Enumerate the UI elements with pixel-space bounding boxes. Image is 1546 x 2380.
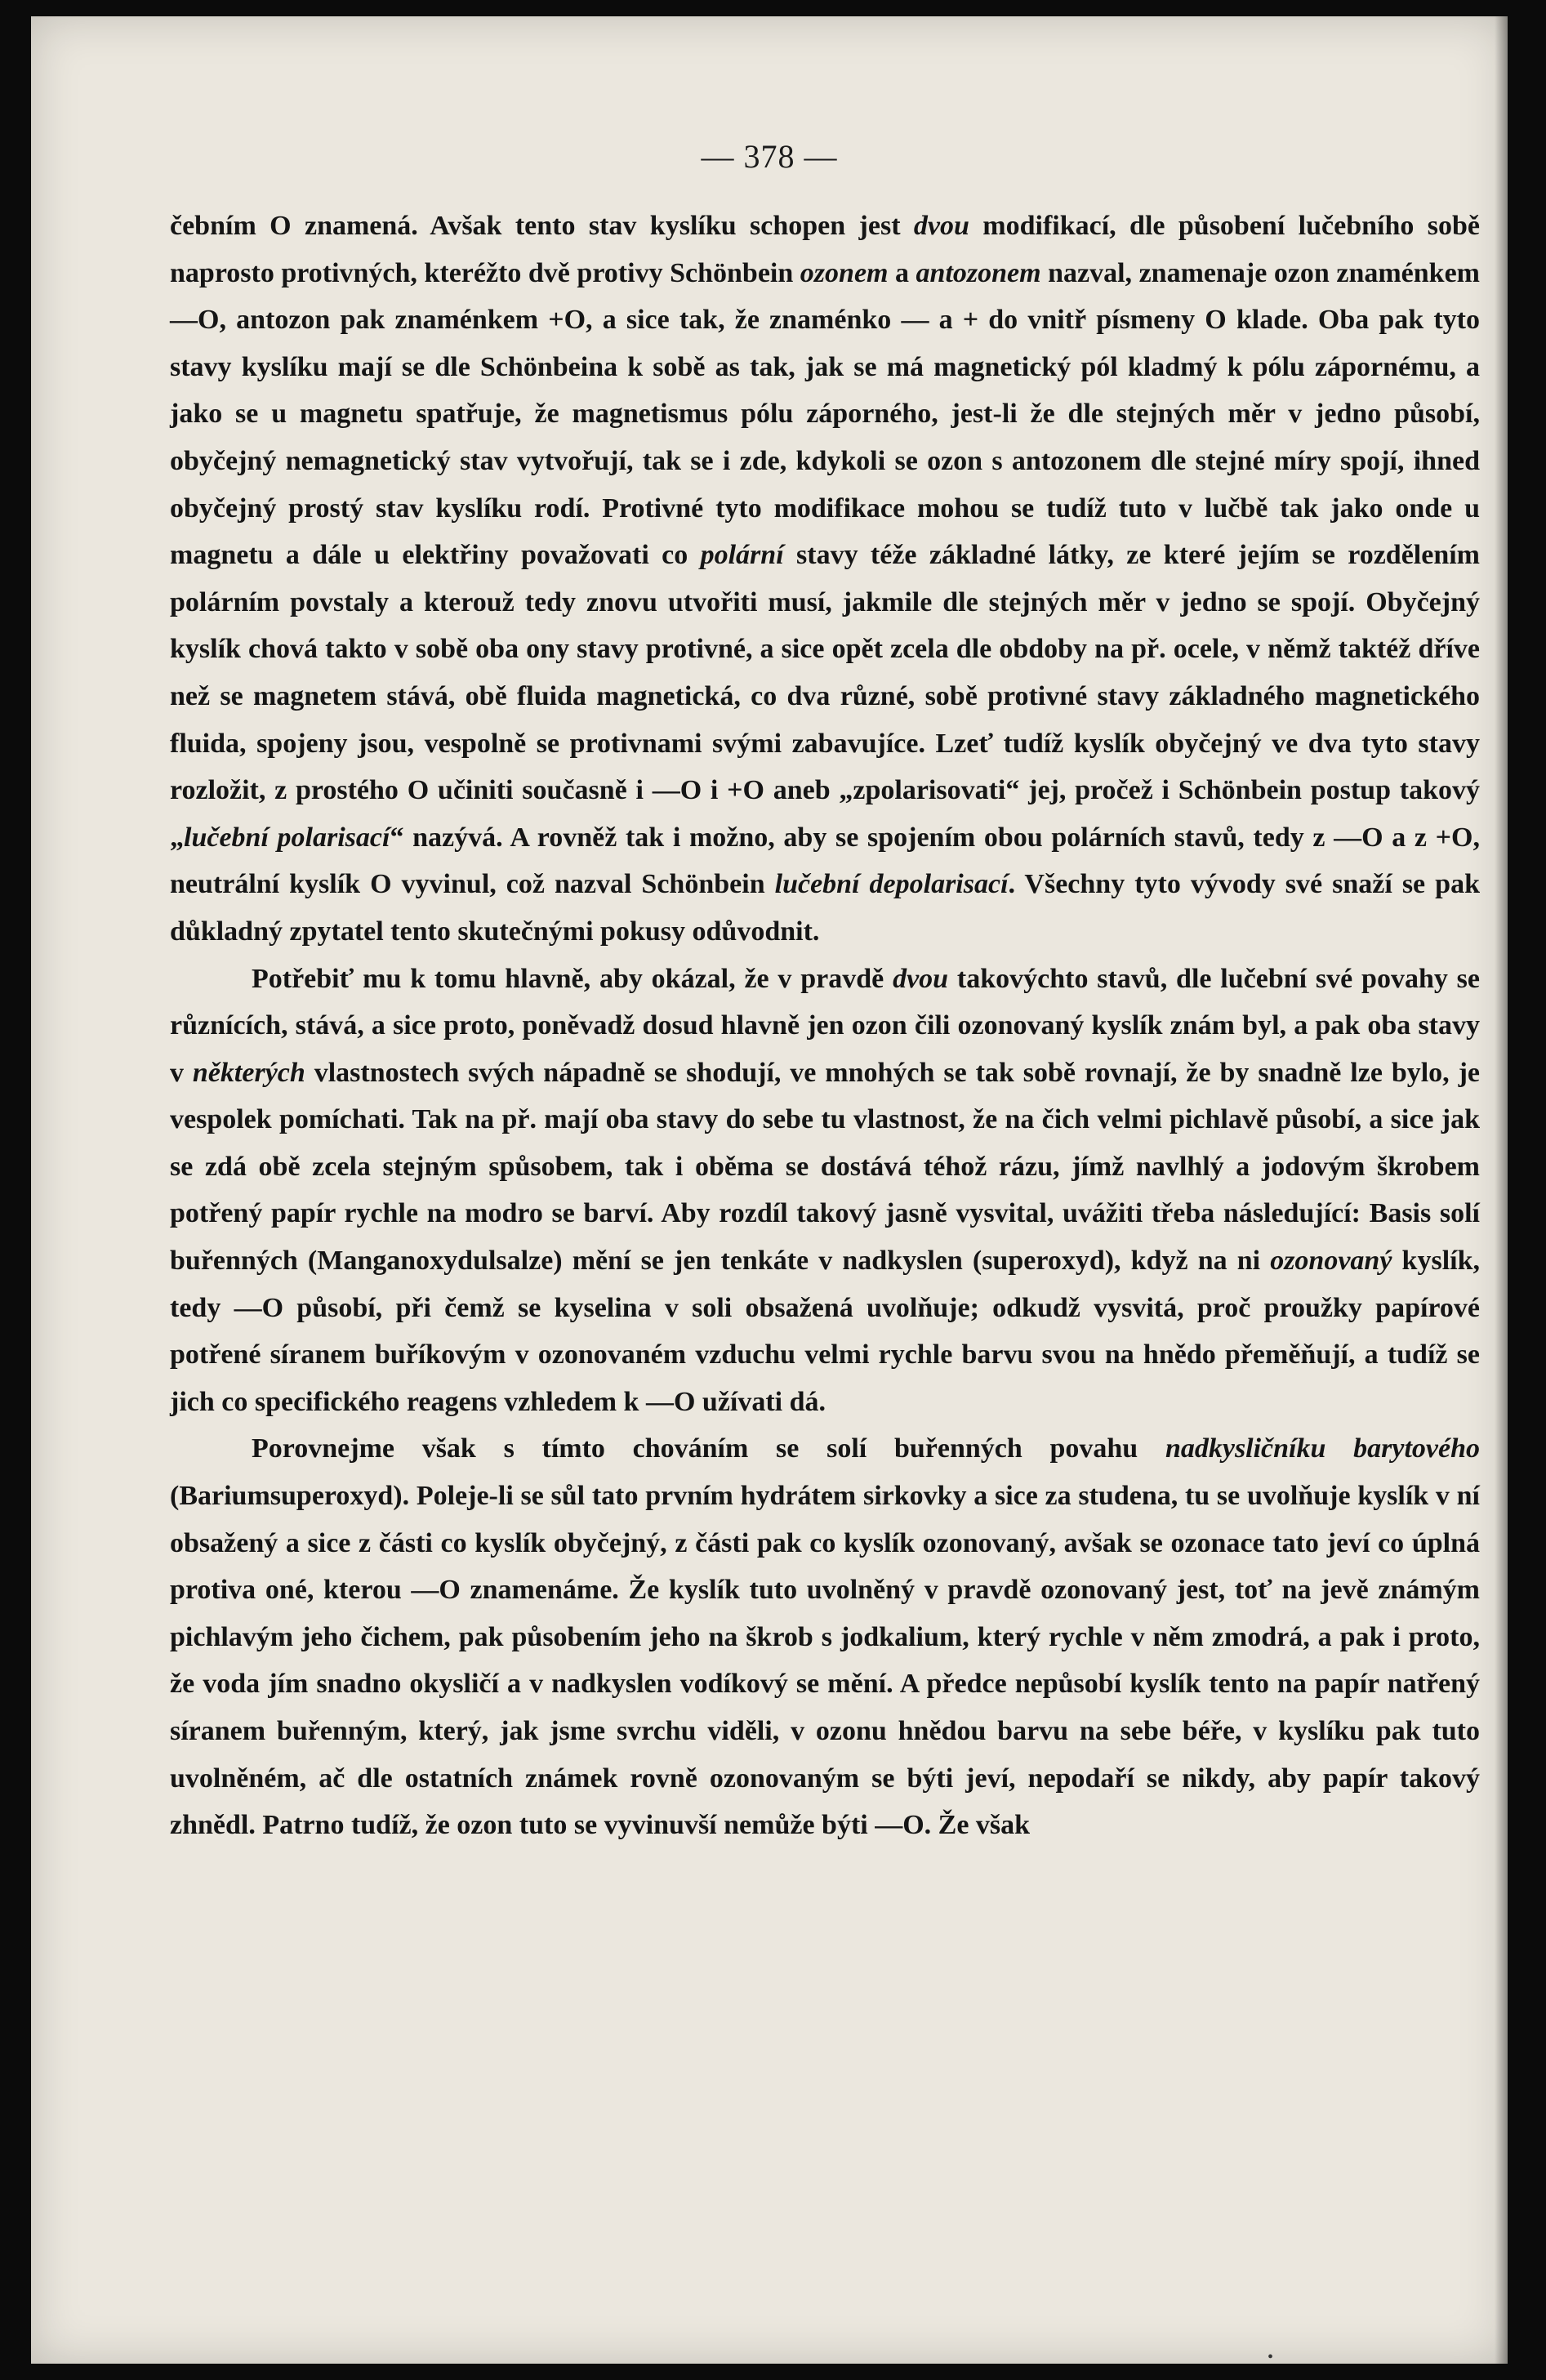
text-run: modifikací, dle působení lučebního sobě naprosto protivných, kteréžto dvě protivy Schönbein: [170, 211, 1480, 288]
stray-ink-mark: •: [1268, 2348, 1274, 2366]
emphasis-term: některých: [192, 1057, 305, 1088]
text-run: takovýchto stavů, dle lučební své povahy se různících, stává, a sice proto, poněvadž dosud hlavně jen ozon čili ozonovaný kyslík znám byl, a pak oba stavy v: [170, 963, 1480, 1088]
text-run: kyslík, tedy —O působí, při čemž se kyselina v soli obsažená uvolňuje; odkudž vysvitá, proč proužky papírové potřené síranem buříkovým v ozonovaném vzduchu velmi rychle barvu svou na hnědo přeměňují, a tudíž se jich co specifického reagens vzhledem k —O užívati dá.: [170, 1246, 1480, 1417]
text-run: čebním O znamená. Avšak tento stav kyslíku schopen jest: [170, 211, 914, 241]
emphasis-term: dvou: [893, 963, 949, 994]
emphasis-term: ozonovaný: [1270, 1246, 1392, 1277]
text-run: a: [888, 257, 916, 288]
text-run: (Bariumsuperoxyd). Poleje-li se sůl tato prvním hydrátem sirkovky a sice za studena, tu se uvolňuje kyslík v ní obsažený a sice z části co kyslík obyčejný, z části pak co kyslík ozonovaný, avšak se ozonace tato jeví co úplná protiva oné, kterou —O znamenáme. Že kyslík tuto uvolněný v pravdě ozonovaný jest, toť na jevě známým pichlavým jeho čichem, pak působením jeho na škrob s jodkalium, který rychle v něm zmodrá, a pak i proto, že voda jím snadno okysličí a v nadkyslen vodíkový se mění. A předce nepůsobí kyslík tento na papír natřený síranem buřenným, který, jak jsme svrchu viděli, v ozonu hnědou barvu na sebe béře, v kyslíku pak tuto uvolněném, ač dle ostatních známek rovně ozonovaným se býti jeví, nepodaří se nikdy, aby papír takový zhnědl. Patrno tudíž, že ozon tuto se vyvinuvší nemůže býti —O. Že však: [170, 1481, 1480, 1841]
text-run: vlastnostech svých nápadně se shodují, ve mnohých se tak sobě rovnají, že by snadně lze bylo, je vespolek pomíchati. Tak na př. mají oba stavy do sebe tu vlastnost, že na čich velmi pichlavě působí, a sice jak se zdá obě zcela stejným spůsobem, tak i oběma se dostává téhož rázu, jímž navlhlý a jodovým škrobem potřený papír rychle na modro se barví. Aby rozdíl takový jasně vysvital, uvážiti třeba následující: Basis solí buřenných (Manganoxydulsalze) mění se jen tenkáte v nadkyslen (superoxyd), když na ni: [170, 1057, 1481, 1277]
emphasis-term: lučební polarisací: [184, 822, 390, 853]
text-run: stavy téže základné látky, ze které jejím se rozdělením polárním povstaly a kterouž tedy znovu utvořiti musí, jakmile dle stejných měr v jedno se spojí. Obyčejný kyslík chová takto v sobě oba ony stavy protivné, a sice opět zcela dle obdoby na př. ocele, v němž taktéž dříve než se magnetem stává, obě fluida magnetická, co dva různé, sobě protivné stavy základného magnetického fluida, spojeny jsou, vespolně se protivnami svými zabavujíce. Lzeť tudíž kyslík obyčejný ve dva tyto stavy rozložit, z prostého O učiniti současně i —O i +O aneb „zpolarisovati“ jej, pročež i Schönbein postup takový „: [170, 540, 1480, 853]
text-run: “ nazývá. A rovněž tak i možno, aby se spojením obou polárních stavů, tedy z —O a z +O, neutrální kyslík O vyvinul, což nazval Schönbein: [170, 822, 1480, 900]
emphasis-term: dvou: [913, 211, 969, 241]
text-run: . Všechny tyto vývody své snaží se pak důkladný zpytatel tento skutečnými pokusy odůvodnit.: [170, 869, 1480, 947]
emphasis-term: lučební depolarisací: [774, 869, 1009, 900]
paragraph-1: [170, 203, 1480, 956]
emphasis-term: polární: [700, 540, 784, 571]
text-run: nazval, znamenaje ozon znaménkem —O, antozon pak znaménkem +O, a sice tak, že znaménko — a + do vnitř písmeny O klade. Oba pak tyto stavy kyslíku mají se dle Schönbeina k sobě as tak, jak se má magnetický pól kladmý k pólu zápornému, a jako se u magnetu spatřuje, že magnetismus pólu záporného, jest-li že dle stejných měr v jedno působí, obyčejný nemagnetický stav vytvořují, tak se i zde, kdykoli se ozon s antozonem dle stejné míry spojí, ihned obyčejný prostý stav kyslíku rodí. Protivné tyto modifikace mohou se tudíž tuto v lučbě tak jako onde u magnetu a dále u elektřiny považovati co: [170, 257, 1480, 571]
emphasis-term: nadkysličníku barytového: [1165, 1433, 1480, 1464]
emphasis-term: ozonem: [800, 257, 889, 288]
text-run: Potřebiť mu k tomu hlavně, aby okázal, že v pravdě: [252, 963, 893, 994]
text-run: Porovnejme však s tímto chováním se solí buřenných povahu: [252, 1433, 1165, 1464]
paragraph-2: [170, 956, 1480, 1426]
page-number: — 378 —: [701, 138, 838, 175]
paragraph-3: [170, 1425, 1480, 1848]
book-page: [31, 16, 1508, 2364]
emphasis-term: antozonem: [916, 257, 1041, 288]
body-text: [170, 203, 1480, 1849]
page-edge-shadow: [1495, 16, 1508, 2364]
